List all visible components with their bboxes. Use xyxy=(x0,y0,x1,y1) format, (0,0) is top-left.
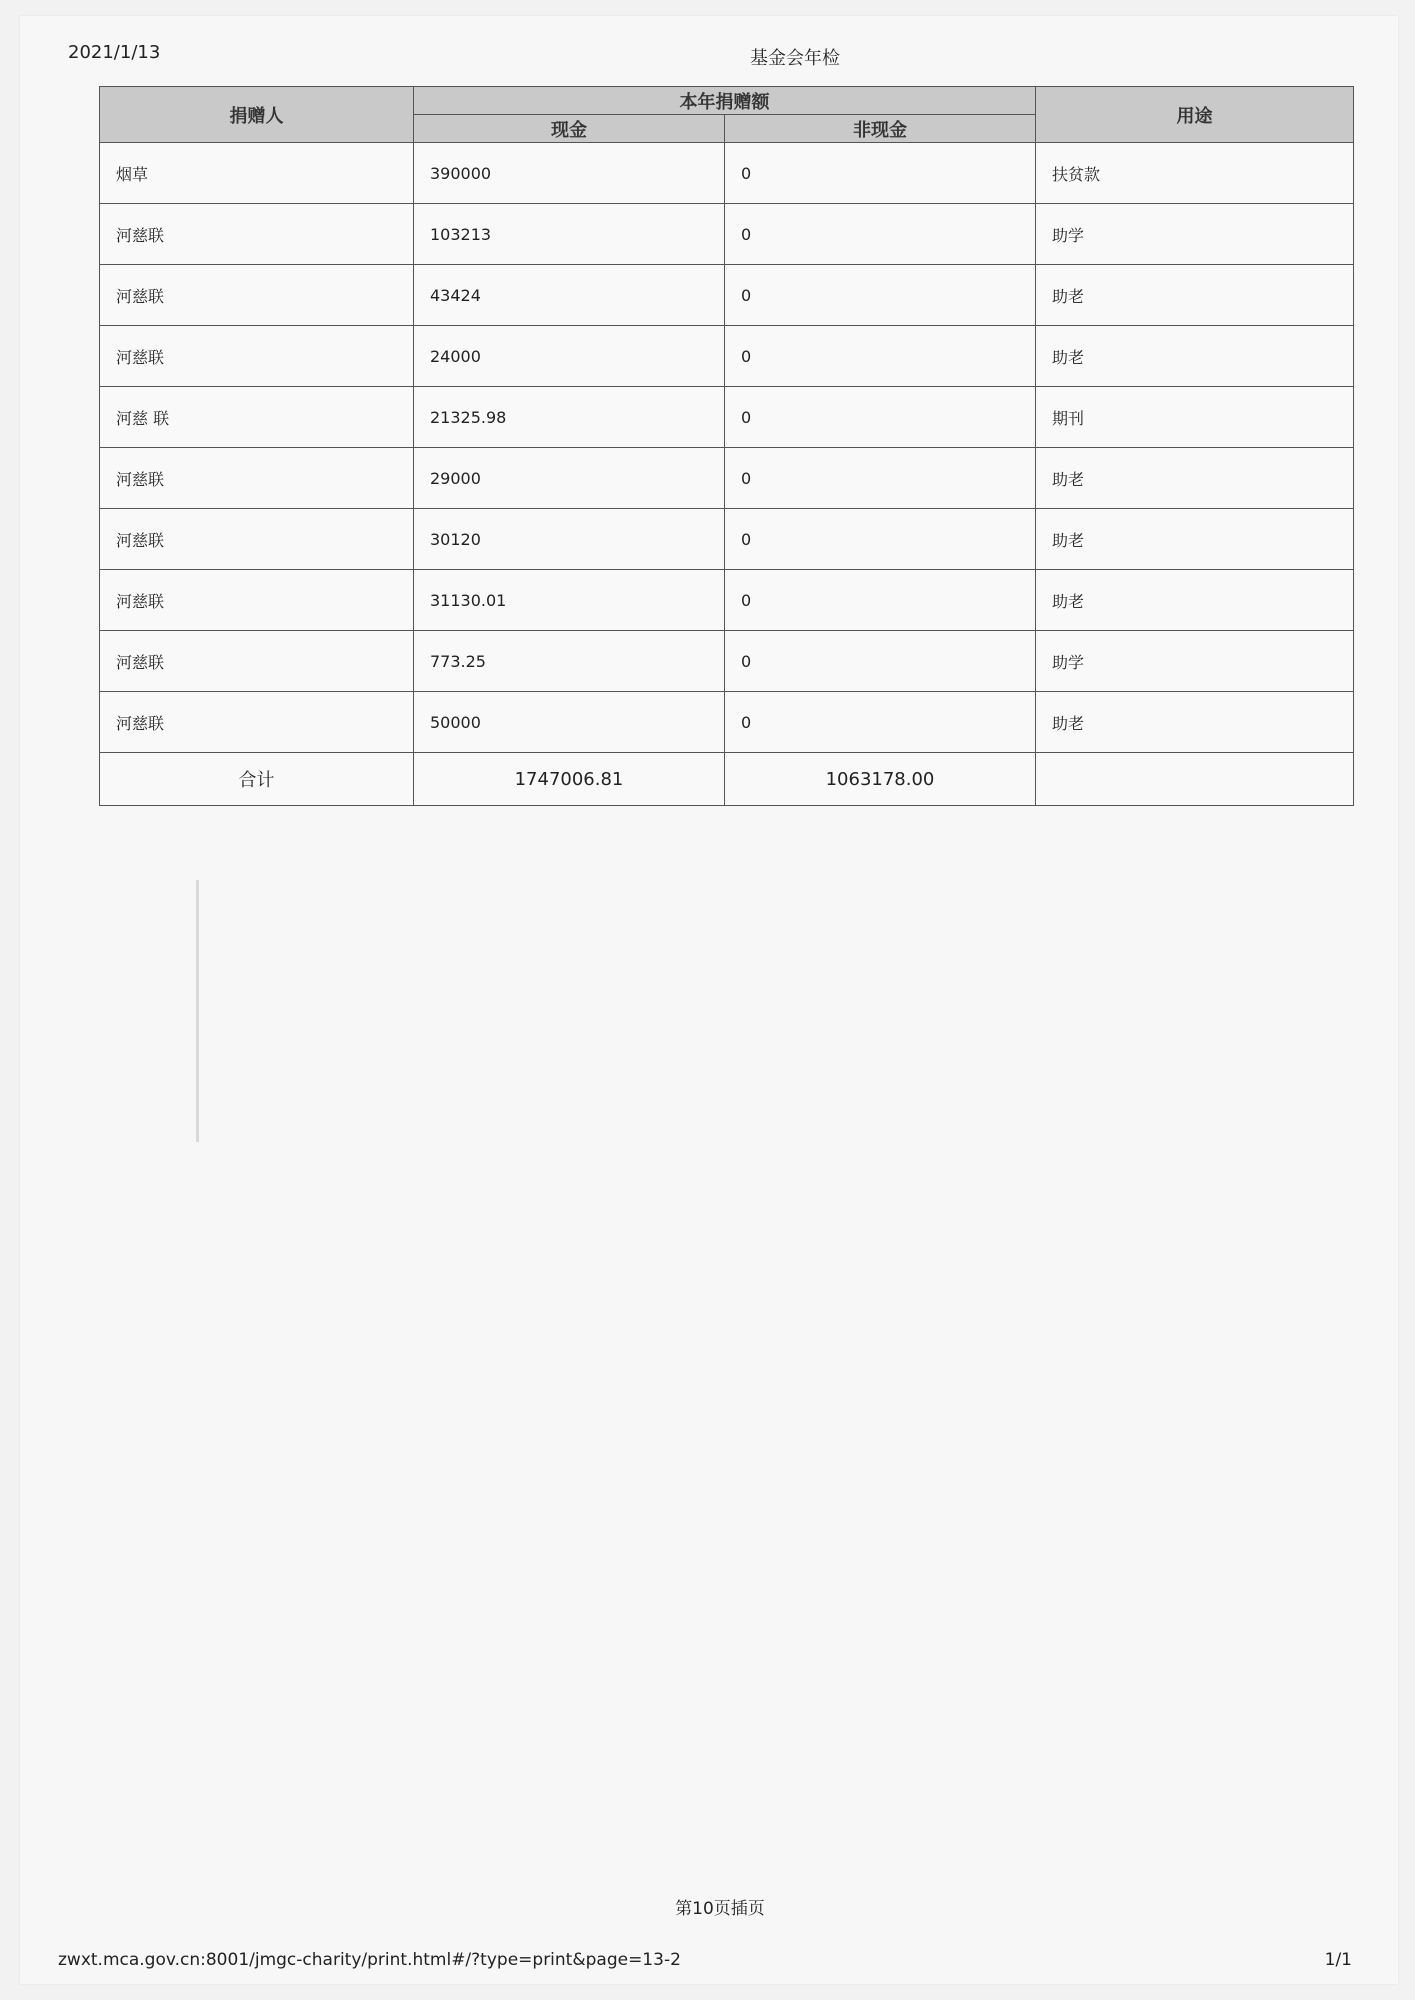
cell-non-cash: 0 xyxy=(725,387,1036,448)
table-row xyxy=(100,387,1354,448)
cell-purpose: 扶贫款 xyxy=(1036,143,1354,204)
table-row xyxy=(100,692,1354,753)
table-row xyxy=(100,448,1354,509)
table-row xyxy=(100,265,1354,326)
print-date: 2021/1/13 xyxy=(68,42,161,63)
cell-cash: 24000 xyxy=(414,326,725,387)
cell-cash: 43424 xyxy=(414,265,725,326)
cell-cash: 30120 xyxy=(414,509,725,570)
header-purpose: 用途 xyxy=(1036,87,1354,143)
cell-non-cash: 0 xyxy=(725,204,1036,265)
cell-donor: 烟草 xyxy=(100,143,414,204)
page-title: 基金会年检 xyxy=(750,48,840,69)
cell-purpose: 助老 xyxy=(1036,326,1354,387)
cell-purpose: 助老 xyxy=(1036,570,1354,631)
cell-purpose: 助老 xyxy=(1036,509,1354,570)
donation-table-container xyxy=(99,86,1353,806)
cell-donor: 河慈联 xyxy=(100,204,414,265)
table-row xyxy=(100,631,1354,692)
page-count: 1/1 xyxy=(1324,1950,1352,1970)
header-amount-group: 本年捐赠额 xyxy=(414,87,1036,115)
print-url: zwxt.mca.gov.cn:8001/jmgc-charity/print.html#/?type=print&page=13-2 xyxy=(58,1950,681,1970)
cell-cash: 103213 xyxy=(414,204,725,265)
total-cash: 1747006.81 xyxy=(414,753,725,806)
header-donor: 捐赠人 xyxy=(100,87,414,143)
header-cash: 现金 xyxy=(414,115,725,143)
table-row xyxy=(100,326,1354,387)
table-row xyxy=(100,509,1354,570)
cell-purpose: 助老 xyxy=(1036,265,1354,326)
table-row xyxy=(100,204,1354,265)
cell-non-cash: 0 xyxy=(725,570,1036,631)
cell-non-cash: 0 xyxy=(725,326,1036,387)
cell-purpose: 助学 xyxy=(1036,204,1354,265)
cell-cash: 390000 xyxy=(414,143,725,204)
cell-non-cash: 0 xyxy=(725,631,1036,692)
cell-cash: 50000 xyxy=(414,692,725,753)
total-non-cash: 1063178.00 xyxy=(725,753,1036,806)
cell-donor: 河慈联 xyxy=(100,509,414,570)
cell-donor: 河慈联 xyxy=(100,265,414,326)
page-note: 第10页插页 xyxy=(675,1899,765,1919)
cell-non-cash: 0 xyxy=(725,509,1036,570)
cell-purpose: 助学 xyxy=(1036,631,1354,692)
cell-cash: 31130.01 xyxy=(414,570,725,631)
cell-purpose: 助老 xyxy=(1036,448,1354,509)
cell-donor: 河慈联 xyxy=(100,631,414,692)
cell-donor: 河慈联 xyxy=(100,326,414,387)
total-label: 合计 xyxy=(100,753,414,806)
header-non-cash: 非现金 xyxy=(725,115,1036,143)
cell-donor: 河慈联 xyxy=(100,570,414,631)
total-row xyxy=(100,753,1354,806)
cell-donor: 河慈 联 xyxy=(100,387,414,448)
cell-cash: 21325.98 xyxy=(414,387,725,448)
total-purpose xyxy=(1036,753,1354,806)
cell-cash: 773.25 xyxy=(414,631,725,692)
cell-cash: 29000 xyxy=(414,448,725,509)
scan-artifact xyxy=(196,880,199,1142)
cell-purpose: 期刊 xyxy=(1036,387,1354,448)
table-row xyxy=(100,143,1354,204)
cell-non-cash: 0 xyxy=(725,448,1036,509)
cell-non-cash: 0 xyxy=(725,692,1036,753)
cell-purpose: 助老 xyxy=(1036,692,1354,753)
table-row xyxy=(100,570,1354,631)
cell-donor: 河慈联 xyxy=(100,448,414,509)
cell-non-cash: 0 xyxy=(725,143,1036,204)
cell-non-cash: 0 xyxy=(725,265,1036,326)
cell-donor: 河慈联 xyxy=(100,692,414,753)
donation-table xyxy=(99,86,1354,806)
